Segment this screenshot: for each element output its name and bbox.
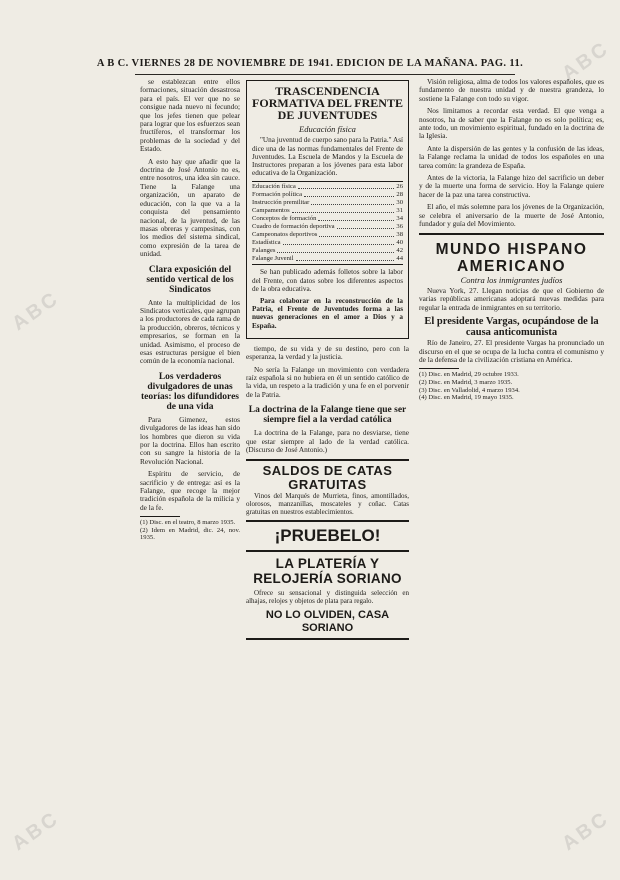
toc-label: Conceptos de formación	[252, 215, 317, 223]
ad-body: Vinos del Marqués de Murrieta, finos, amontillados, olorosos, manzanillas, moscateles y coñac. Catas gratuitas en nuestros establecimientos.	[246, 491, 409, 516]
subheading: La doctrina de la Falange tiene que ser siempre fiel a la verdad católica	[248, 405, 407, 426]
toc-page: 44	[396, 255, 403, 263]
footnote: (2) Idem en Madrid, dic. 24, nov. 1935.	[140, 526, 240, 542]
paragraph: Espíritu de servicio, de sacrificio y de entrega: así es la Falange, que recoge la mejor tradición española de la milicia y de la fe.	[140, 469, 240, 512]
toc-leader	[319, 231, 394, 237]
toc-row	[252, 239, 403, 247]
paragraph: Nos limitamos a recordar esta verdad. El que venga a nosotros, ha de saber que la Falange no es solo política; es, ante todo, un movimiento espiritual, fundado en la doctrina de la Iglesia.	[419, 106, 604, 141]
toc-label: Instrucción premilitar	[252, 199, 310, 207]
toc-leader	[311, 199, 394, 205]
watermark: ABC	[558, 37, 614, 86]
page-header: A B C. VIERNES 28 DE NOVIEMBRE DE 1941. EDICION DE LA MAÑANA. PAG. 11.	[96, 58, 524, 69]
toc-page: 30	[396, 199, 403, 207]
paragraph: Nueva York, 27. Llegan noticias de que el Gobierno de varias repúblicas americanas adoptará nuevas medidas para regular la entrada de inmigrantes en su territorio.	[419, 285, 604, 312]
column-3	[419, 78, 604, 402]
ad-rule	[246, 520, 409, 522]
watermark: ABC	[8, 807, 64, 856]
footnote: (4) Disc. en Madrid, 19 mayo 1935.	[419, 394, 514, 402]
toc-label: Educación física	[252, 183, 296, 191]
toc-page: 42	[396, 247, 403, 255]
paragraph: Ante la multiplicidad de los Sindicatos verticales, que agrupan a los productores de cada rama de la producción, obreros, técnicos y empresarios, se forman en la unidad. Asimismo, el proceso de esas estructuras persigue el bien común de la economía nacional.	[140, 297, 240, 366]
toc-page: 36	[396, 223, 403, 231]
paragraph: A esto hay que añadir que la doctrina de José Antonio no es, entre nosotros, una idea sin cauce. Tiene la Falange una organización, un aparato de educación, con la que va a la conquista del pensamiento nacional, de la juventud, de las masas obreras y campesinas, con los medios del sistema sindical, como expresión de la tarea de unidad.	[140, 156, 240, 259]
toc-page: 40	[396, 239, 403, 247]
paragraph: Ante la dispersión de las gentes y la confusión de las ideas, la Falange reclama la unidad de todos los españoles en una tarea común: la grandeza de España.	[419, 143, 604, 170]
toc-page: 28	[396, 191, 403, 199]
footnote-rule	[140, 516, 180, 517]
advertisement	[246, 459, 409, 640]
paragraph: Antes de la victoria, la Falange hizo del sacrificio un deber y de la muerte una forma de servicio. Hoy la Falange quiere hacer de la paz una tarea constructiva.	[419, 173, 604, 199]
ad-headline: SALDOS DE CATAS GRATUITAS	[262, 462, 393, 492]
footnote: (2) Disc. en Madrid, 3 marzo 1935.	[419, 378, 513, 386]
toc-row	[252, 183, 403, 191]
paragraph: No sería la Falange un movimiento con verdadera raíz española si no hubiera en él un sentido católico de la vida, un respeto a la tradición y una fe en el porvenir de la Patria.	[246, 364, 409, 399]
toc-page: 26	[396, 183, 403, 191]
subheading: El presidente Vargas, ocupándose de la causa anticomunista	[424, 316, 599, 339]
toc-leader	[283, 239, 395, 245]
toc-label: Falanges	[252, 247, 276, 255]
toc-label: Formación política	[252, 191, 302, 199]
watermark: ABC	[8, 287, 64, 336]
toc-page: 31	[396, 207, 403, 215]
footnote: (1) Disc. en Madrid, 29 octubre 1933.	[419, 371, 519, 379]
subheading: Los verdaderos divulgadores de unas teorías: los difundidores de una vida	[140, 371, 239, 412]
paragraph: La doctrina de la Falange, para no desviarse, tiene que estar siempre al lado de la verdad católica. (Discurso de José Antonio.)	[246, 428, 409, 455]
toc-label: Estadística	[252, 239, 281, 247]
section-subtitle: Contra los inmigrantes judíos	[460, 274, 563, 285]
section-rule	[419, 233, 604, 235]
toc-row	[252, 223, 403, 231]
toc-label: Campeonatos deportivos	[252, 231, 318, 239]
toc-row	[252, 215, 403, 223]
toc-leader	[337, 223, 395, 229]
box-note: Se han publicado además folletos sobre la labor del Frente, con datos sobre los diferentes aspectos de la obra educativa.	[252, 268, 403, 293]
toc-row	[252, 255, 403, 263]
box-closing: Para colaborar en la reconstrucción de la Patria, el Frente de Juventudes forma a las nuevas generaciones en el amor a Dios y a España.	[252, 297, 403, 330]
paragraph: El año, el más solemne para los jóvenes de la Organización, se celebra el aniversario de la muerte de José Antonio, fundador y guía del Movimiento.	[419, 202, 604, 229]
header-rule	[135, 74, 515, 75]
toc-leader	[298, 183, 395, 189]
column-1	[140, 78, 240, 542]
paragraph: Río de Janeiro, 27. El presidente Vargas ha pronunciado un discurso en el que se ocupa de la lucha contra el comunismo y de la defensa de la civilización cristiana en América.	[419, 338, 604, 364]
box-subtitle: Educación física	[299, 124, 356, 134]
toc-row	[252, 231, 403, 239]
boxed-article	[246, 80, 409, 339]
toc-leader	[292, 207, 395, 213]
ad-rule	[246, 550, 409, 552]
toc-page: 34	[396, 215, 403, 223]
table-of-contents	[252, 181, 403, 265]
paragraph: Visión religiosa, alma de todos los valores españoles, que es fundamento de nuestra unidad y de nuestra grandeza, lo sostiene la Falange con todo su vigor.	[419, 77, 604, 103]
toc-leader	[277, 247, 394, 253]
ad-shop-name: LA PLATERÍA Y RELOJERÍA SORIANO	[253, 555, 402, 586]
toc-label: Falange Juvenil	[252, 255, 294, 263]
section-title: MUNDO HISPANO AMERICANO	[435, 240, 588, 275]
toc-leader	[318, 215, 394, 221]
column-2	[246, 80, 409, 640]
footnotes	[419, 371, 604, 401]
paragraph: se establezcan entre ellos formaciones, situación desastrosa para el país. El ver que no se consigue nada nuevo ni fecundo; que los jefes tienen que pelear para lograr que los esfuerzos sean fructíferos, el transformar los problemas de la sociedad y del Estado.	[140, 77, 240, 154]
footnote: (3) Disc. en Valladolid, 4 marzo 1934.	[419, 386, 520, 394]
footnote-rule	[419, 368, 459, 369]
watermark: ABC	[558, 807, 614, 856]
toc-label: Cuadro de formación deportiva	[252, 223, 335, 231]
toc-leader	[304, 191, 394, 197]
toc-row	[252, 191, 403, 199]
toc-row	[252, 207, 403, 215]
ad-footer: NO LO OLVIDEN, CASA SORIANO	[265, 608, 390, 634]
box-quote: "Una juventud de cuerpo sano para la Patria." Así dice una de las normas fundamentales del Frente de Juventudes. La Escuela de Mandos y la Escuela de Instructores preparan a los jóvenes para esta labor educativa de la Organización.	[252, 136, 403, 178]
paragraph: tiempo, de su vida y de su destino, pero con la esperanza, la verdad y la justicia.	[246, 343, 409, 362]
box-title: TRASCENDENCIA FORMATIVA DEL FRENTE DE JUVENTUDES	[252, 84, 403, 122]
toc-page: 38	[396, 231, 403, 239]
subheading: Clara exposición del sentido vertical de los Sindicatos	[146, 264, 234, 295]
toc-row	[252, 247, 403, 255]
toc-label: Campamentos	[252, 207, 290, 215]
toc-row	[252, 199, 403, 207]
paragraph: Para Gimenez, estos divulgadores de las ideas han sido los hombres que dieron su vida por la doctrina. Ellos han escrito con su sangre la historia de la Revolución Nacional.	[140, 414, 240, 466]
footnote: (1) Disc. en el teatro, 8 marzo 1935.	[140, 519, 236, 527]
toc-leader	[296, 255, 395, 261]
ad-slogan: ¡PRUEBELO!	[274, 525, 381, 545]
ad-shop-body: Ofrece su sensacional y distinguida selección en alhajas, relojes y objetos de plata para regalo.	[246, 588, 409, 605]
